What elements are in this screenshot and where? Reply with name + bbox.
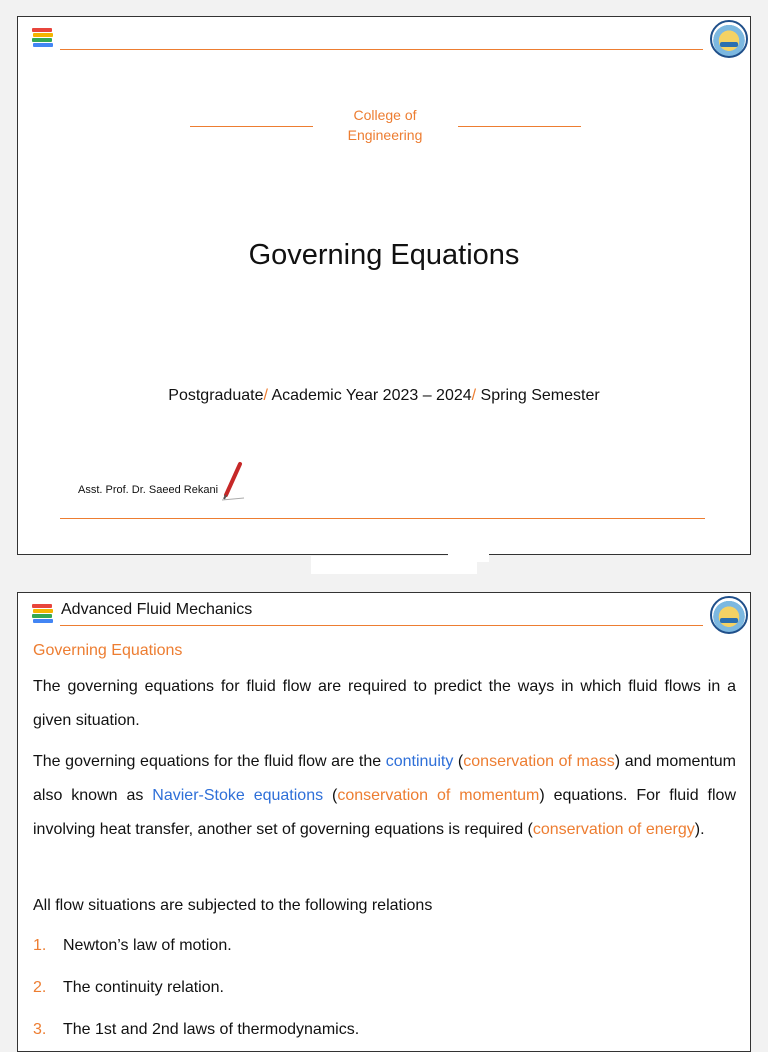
college-name: College of Engineering — [347, 107, 423, 143]
semester: Spring Semester — [476, 387, 600, 404]
college-rule-right — [458, 126, 581, 127]
content-slide — [17, 592, 751, 1052]
degree-level: Postgraduate — [168, 387, 264, 404]
slide-subtitle — [18, 387, 750, 405]
university-seal-icon — [710, 20, 748, 58]
separator: / — [263, 387, 268, 404]
text-run: ). — [694, 821, 705, 838]
books-logo-icon — [30, 601, 56, 625]
text-run: ) equations. For fluid flow involving heat transfer, another set of governing equations is required ( — [33, 787, 736, 838]
academic-year: Academic Year 2023 – 2024 — [267, 387, 472, 404]
slide-title: Governing Equations — [248, 239, 520, 271]
section-title: Governing Equations — [33, 642, 183, 659]
paragraph-equations — [33, 745, 736, 847]
header-rule — [60, 625, 703, 626]
text-run: ( — [323, 787, 338, 804]
slide-header-title: Advanced Fluid Mechanics — [61, 601, 253, 618]
college-rule-left — [190, 126, 313, 127]
list-text: Newton’s law of motion. — [63, 937, 232, 954]
term-continuity: continuity — [385, 753, 454, 770]
term-navier-stoke: Navier-Stoke equations — [152, 787, 324, 804]
footer-rule — [60, 518, 705, 519]
author-name: Asst. Prof. Dr. Saeed Rekani — [78, 484, 219, 496]
list-number: 1. — [33, 937, 47, 954]
pen-icon — [220, 461, 246, 501]
term-conservation-momentum: conservation of momentum — [337, 787, 540, 804]
list-text: The continuity relation. — [63, 979, 224, 996]
list-number: 3. — [33, 1021, 47, 1038]
paragraph-relations: All flow situations are subjected to the following relations — [33, 897, 433, 914]
list-number: 2. — [33, 979, 47, 996]
term-conservation-energy: conservation of energy — [532, 821, 695, 838]
list-item — [33, 937, 232, 955]
text-run: The governing equations for the fluid flow are the — [33, 753, 386, 770]
university-seal-icon — [710, 596, 748, 634]
separator: / — [471, 387, 477, 404]
blank-patch — [311, 556, 477, 574]
list-item — [33, 979, 224, 997]
title-slide — [17, 16, 751, 555]
text-run: ) and momentum also known as — [33, 753, 737, 804]
books-logo-icon — [30, 25, 56, 49]
text-run: ( — [453, 753, 464, 770]
header-rule — [60, 49, 703, 50]
term-conservation-mass: conservation of mass — [463, 753, 615, 770]
paragraph-intro: The governing equations for fluid flow are required to predict the ways in which fluid flows in a given situation. — [33, 678, 736, 729]
list-text: The 1st and 2nd laws of thermodynamics. — [63, 1021, 360, 1038]
